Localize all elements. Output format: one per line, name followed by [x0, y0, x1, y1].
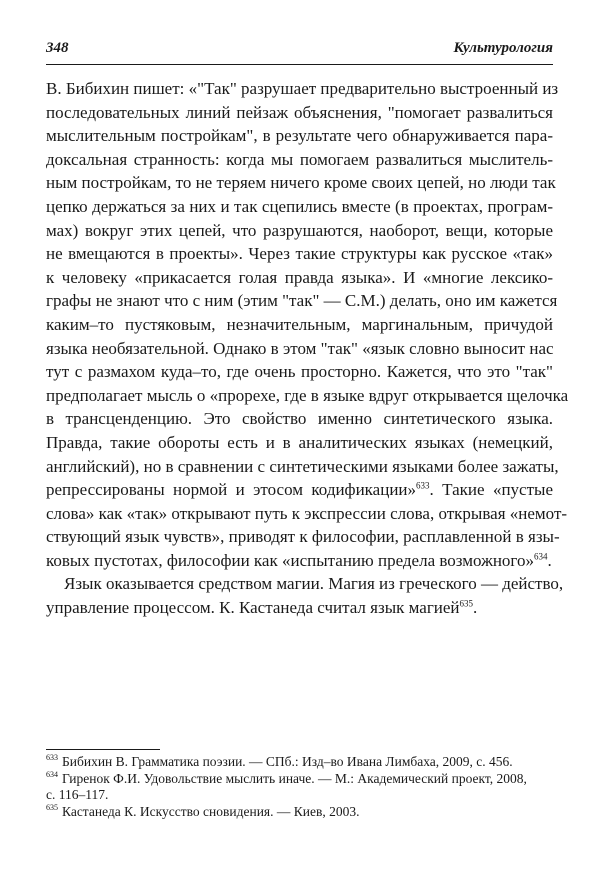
- text-line: [46, 478, 553, 502]
- text-line: [46, 289, 558, 313]
- text-line: [46, 101, 553, 125]
- paragraph: [46, 77, 569, 572]
- line-text: тут с размахом куда–то, где очень просторно. Кажется, что это "так": [46, 362, 553, 382]
- line-text: каким–то пустяковым, незначительным, маргинальным, причудой: [46, 314, 553, 334]
- footnote-rule: [46, 749, 160, 750]
- line-text: доксальная странность: когда мы помогаем развалиться мыслитель-: [46, 149, 553, 169]
- footnote-text: с. 116–117.: [46, 787, 109, 802]
- line-text: последовательных линий пейзаж объяснения, "помогает развалиться: [46, 102, 553, 122]
- line-text: цепко держаться за них и так сцепились вместе (в проектах, програм-: [46, 196, 553, 216]
- line-text: В. Бибихин пишет: «"Так" разрушает предварительно выстроенный из: [46, 79, 559, 98]
- text-line: [46, 407, 553, 431]
- text-line: [46, 431, 553, 455]
- text-line: [46, 171, 556, 195]
- page-number: 348: [46, 40, 69, 56]
- paragraph: [46, 572, 564, 619]
- text-line: [46, 384, 569, 408]
- footnote-ref[interactable]: 635: [459, 598, 474, 609]
- line-text: к человеку «прикасается голая правда языка». И «многие лексико-: [46, 267, 553, 287]
- footnote: [46, 771, 553, 804]
- header-rule: [46, 64, 553, 65]
- line-text: мыслительным постройкам", в результате чего обнаруживается пара-: [46, 126, 553, 146]
- footnote-text: Гиренок Ф.И. Удовольствие мыслить иначе. — М.: Академический проект, 2008,: [62, 770, 527, 786]
- text-line: [46, 549, 553, 573]
- line-text-tail: .: [473, 598, 478, 618]
- main-text: [46, 77, 569, 620]
- line-text: языка необязательной. Однако в этом "так" «язык словно выносит нас: [46, 338, 554, 358]
- footnote-line: $^{634}$ Гиренок Ф.И. Удовольствие мыслить иначе. — М.: Академический проект, 2008,: [46, 769, 527, 786]
- line-text: Язык оказывается средством магии. Магия из греческого — действо,: [64, 574, 564, 594]
- line-text: ковых пустотах, философии как «испытанию предела возможного»: [46, 550, 534, 570]
- text-line: [46, 360, 553, 384]
- footnote: [46, 754, 553, 771]
- text-line: [46, 572, 564, 596]
- footnote-ref[interactable]: 634: [533, 551, 548, 562]
- text-line: [46, 525, 560, 549]
- line-text-tail: .: [547, 550, 552, 570]
- line-text: не вмещаются в проекты». Через такие структуры как русское «так»: [46, 244, 553, 264]
- line-text: ным постройкам, то не теряем ничего кроме своих цепей, но люди так: [46, 173, 556, 193]
- text-line: [46, 219, 553, 243]
- text-line: [46, 124, 553, 148]
- footnote-text: Кастанеда К. Искусство сновидения. — Киев, 2003.: [62, 803, 360, 819]
- line-text-tail: . Такие «пустые: [429, 480, 553, 500]
- text-line: [46, 337, 553, 361]
- text-line: [46, 77, 559, 101]
- line-text: репрессированы нормой и этосом кодификации»: [46, 480, 417, 500]
- text-line: [46, 313, 553, 337]
- footnote-ref[interactable]: 633: [416, 480, 430, 491]
- text-line: [46, 195, 553, 219]
- text-line: [46, 455, 559, 479]
- running-title: Культурология: [453, 40, 553, 56]
- line-text: слова» как «так» открывают путь к экспрессии слова, открывая «немот-: [46, 503, 568, 523]
- line-text: предполагает мысль о «прорехе, где в языке вдруг открывается щелочка: [46, 385, 569, 405]
- footnote: [46, 804, 553, 821]
- text-line: [46, 266, 553, 290]
- line-text: английский), но в сравнении с синтетическими языками более зажаты,: [46, 456, 559, 476]
- line-text: графы не знают что с ним (этим "так" — С.М.) делать, оно им кажется: [46, 291, 558, 311]
- page-header: [46, 40, 553, 62]
- text-line: [46, 242, 553, 266]
- line-text: Правда, такие обороты есть и в аналитических языках (немецкий,: [46, 432, 553, 452]
- footnotes: [46, 754, 553, 820]
- line-text: управление процессом. К. Кастанеда считал язык магией: [46, 598, 460, 618]
- footnote-text: Бибихин В. Грамматика поэзии. — СПб.: Изд–во Ивана Лимбаха, 2009, с. 456.: [62, 754, 513, 769]
- text-line: [46, 596, 553, 620]
- text-line: [46, 502, 568, 526]
- footnote-line: $^{633}$ Бибихин В. Грамматика поэзии. — СПб.: Изд–во Ивана Лимбаха, 2009, с. 456.: [46, 753, 513, 769]
- text-line: [46, 148, 553, 172]
- line-text: ствующий язык чувств», приводят к философии, расплавленной в язы-: [46, 527, 560, 547]
- footnote-line: $^{635}$ Кастанеда К. Искусство сновидения. — Киев, 2003.: [46, 802, 360, 819]
- line-text: в трансценденцию. Это свойство именно синтетического языка.: [46, 409, 553, 429]
- footnote-line: [46, 787, 553, 804]
- line-text: мах) вокруг этих цепей, что разрушаются, наоборот, вещи, которые: [46, 220, 553, 240]
